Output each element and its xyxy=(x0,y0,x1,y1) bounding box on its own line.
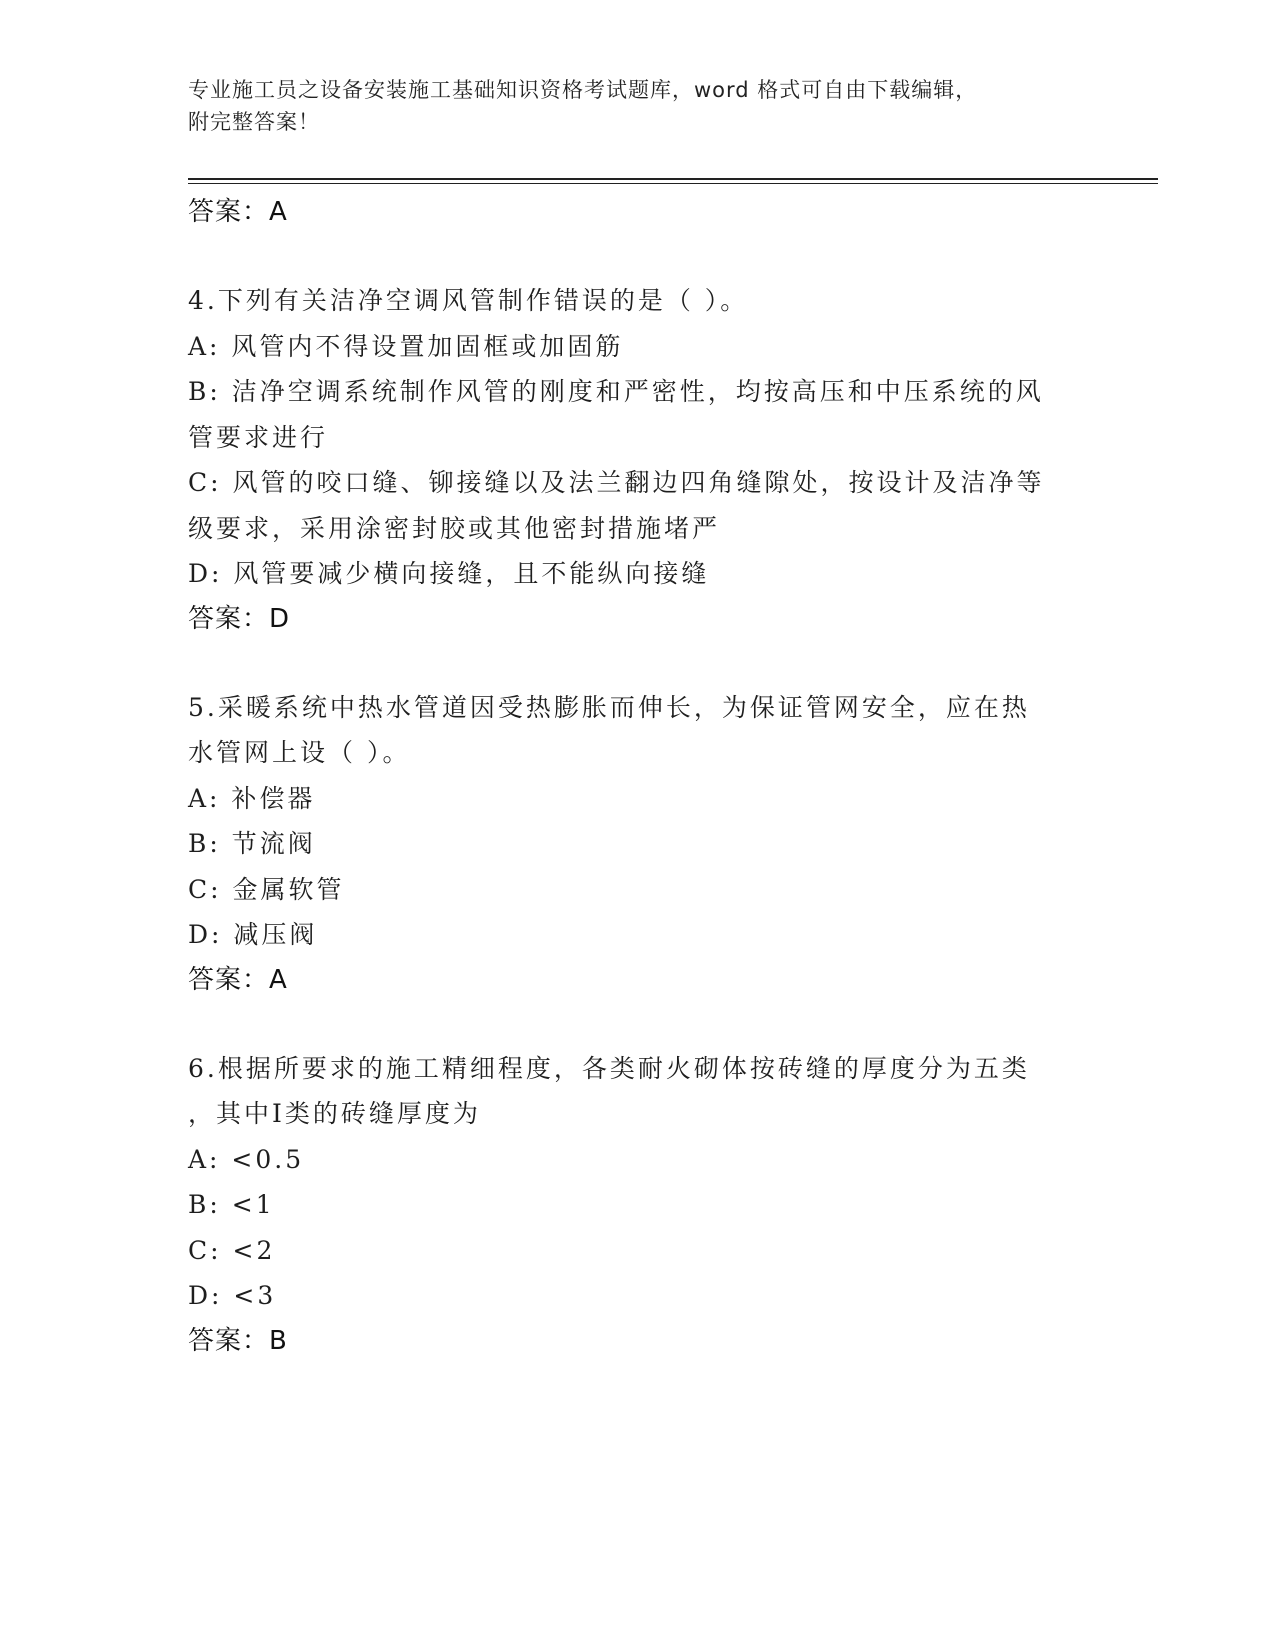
question-answer: 答案：D xyxy=(188,603,291,634)
header-line-2: 附完整答案！ xyxy=(188,110,320,134)
option-d: D: 减压阀 xyxy=(188,920,318,949)
question-answer: 答案：A xyxy=(188,964,288,995)
question-stem: 5.采暖系统中热水管道因受热膨胀而伸长，为保证管网安全，应在热 xyxy=(188,692,1030,722)
option-c: C: 金属软管 xyxy=(188,874,345,904)
option-d: D: <3 xyxy=(188,1281,277,1310)
question-4 xyxy=(188,278,1088,641)
option-c-continued: 级要求，采用涂密封胶或其他密封措施堵严 xyxy=(188,513,721,543)
question-5 xyxy=(188,685,1088,1002)
option-b: B: 洁净空调系统制作风管的刚度和严密性，均按高压和中压系统的风 xyxy=(188,377,1044,406)
option-d: D: 风管要减少横向接缝，且不能纵向接缝 xyxy=(188,559,710,588)
question-stem-continued: 水管网上设（ ）。 xyxy=(188,738,411,767)
option-b: B: <1 xyxy=(188,1190,275,1219)
question-answer: 答案：B xyxy=(188,1325,288,1356)
header-divider-thick xyxy=(188,178,1158,180)
question-6 xyxy=(188,1046,1088,1363)
option-b: B: 节流阀 xyxy=(188,829,316,858)
document-header xyxy=(188,74,1088,138)
option-b-continued: 管要求进行 xyxy=(188,422,329,452)
header-line-1: 专业施工员之设备安装施工基础知识资格考试题库，word 格式可自由下载编辑， xyxy=(188,78,978,102)
option-c: C: 风管的咬口缝、铆接缝以及法兰翻边四角缝隙处，按设计及洁净等 xyxy=(188,468,1045,497)
option-a: A: 补偿器 xyxy=(188,783,316,813)
previous-question-answer: 答案：A xyxy=(188,197,288,227)
question-stem-continued: ，其中Ⅰ类的砖缝厚度为 xyxy=(188,1099,481,1128)
header-divider-thin xyxy=(188,183,1158,184)
option-a: A: <0.5 xyxy=(188,1144,305,1174)
question-stem: 6.根据所要求的施工精细程度，各类耐火砌体按砖缝的厚度分为五类 xyxy=(188,1053,1030,1083)
option-a: A: 风管内不得设置加固框或加固筋 xyxy=(188,331,624,361)
question-list xyxy=(188,190,1088,1363)
option-c: C: <2 xyxy=(188,1235,276,1265)
question-stem: 4.下列有关洁净空调风管制作错误的是（ ）。 xyxy=(188,286,749,315)
